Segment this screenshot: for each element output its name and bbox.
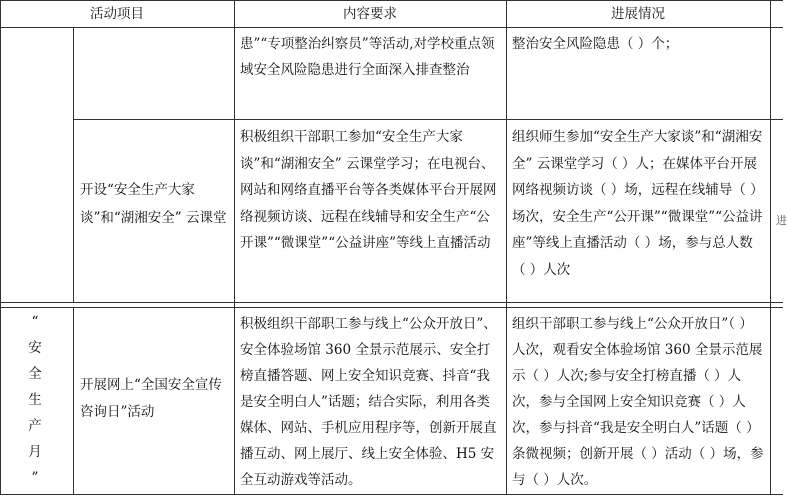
header-progress: 进展情况 xyxy=(611,6,665,22)
table-rule xyxy=(0,494,783,495)
group-char: “ xyxy=(31,314,39,330)
header-content: 内容要求 xyxy=(343,6,397,22)
table-rule xyxy=(506,0,507,495)
group-char: ” xyxy=(31,470,39,486)
group-char: 安 xyxy=(28,340,42,356)
row3-progress: 组织干部职工参与线上“公众开放日”（ ）人次，观看安全体验场馆 360 全景示范展示（ ）人次;参与安全打榜直播（ ）人次，参与全国网上安全知识竞赛（ ）人次，参与抖音“我是安全明白人”话题（ ）条微视频；创新开展（ ）活动（ ）场，参与（ ）人次。 xyxy=(512,316,764,488)
table-rule xyxy=(0,302,783,303)
group-char: 全 xyxy=(28,366,42,382)
table-rule xyxy=(0,27,783,28)
group-char: 产 xyxy=(28,418,42,434)
row1-progress: 整治安全风险隐患（ ）个； xyxy=(512,36,679,52)
table-rule xyxy=(73,119,783,120)
table-rule xyxy=(0,0,783,1)
group-char: 月 xyxy=(28,444,42,460)
scroll-hint: 进 xyxy=(776,214,787,227)
header-activity: 活动项目 xyxy=(90,6,144,22)
row3-item: 开展网上“全国安全宣传咨询日”活动 xyxy=(80,377,222,420)
table-rule xyxy=(73,28,74,302)
table-rule xyxy=(73,307,74,495)
table-rule xyxy=(770,0,771,495)
row2-progress: 组织师生参加“安全生产大家谈”和“湖湘安全” 云课堂学习（ ）人；在媒体平台开展网络视频访谈（ ）场，远程在线辅导（ ）场次，安全生产“公开课”“微课堂”“公益讲座”等线上直播活动（ ）场，参与总人数（ ）人次 xyxy=(512,129,764,278)
table-rule xyxy=(0,0,1,495)
group-label-anquanshengchanyue xyxy=(20,309,50,491)
row2-item: 开设“安全生产大家谈”和“湖湘安全” 云课堂 xyxy=(80,182,227,226)
row2-content: 积极组织干部职工参加“安全生产大家谈”和“湖湘安全” 云课堂学习；在电视台、网站和网络直播平台等各类媒体平台开展网络视频访谈、远程在线辅导和安全生产“公开课”“微课堂”“公益讲座”等线上直播活动 xyxy=(240,129,497,251)
row3-content: 积极组织干部职工参与线上“公众开放日”、安全体验场馆 360 全景示范展示、安全打榜直播答题、网上安全知识竞赛、抖音“我是安全明白人”话题；结合实际，利用各类媒体、网站、手机应用程序等，创新开展直播互动、网上展厅、线上安全体验、H5 安全互动游戏等活动。 xyxy=(240,316,497,488)
table-rule xyxy=(0,307,783,308)
row1-content: 患”“专项整治纠察员”等活动,对学校重点领域安全风险隐患进行全面深入排查整治 xyxy=(240,36,495,78)
group-char: 生 xyxy=(28,392,42,408)
table-rule xyxy=(234,0,235,495)
